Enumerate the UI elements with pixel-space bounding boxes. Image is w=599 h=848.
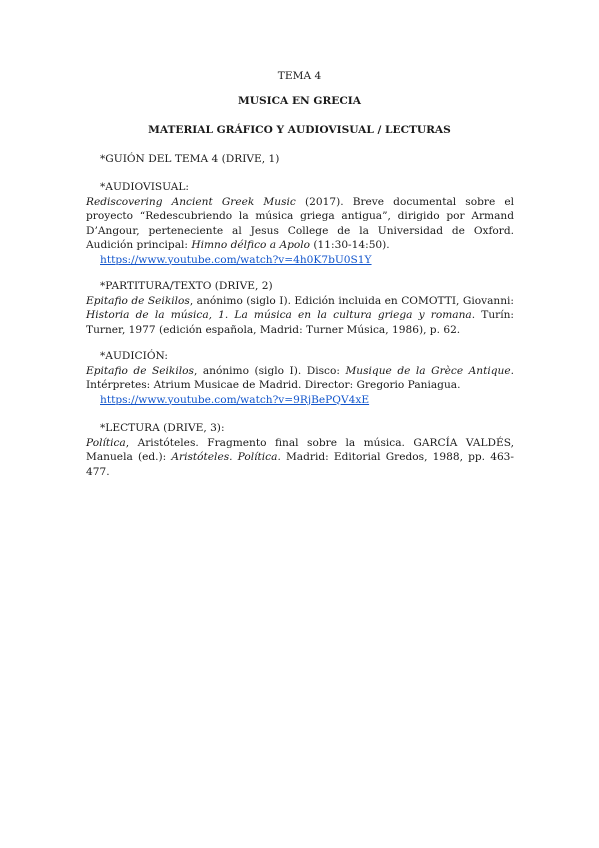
document-subtitle: MATERIAL GRÁFICO Y AUDIOVISUAL / LECTURAS (148, 124, 451, 136)
lectura-text-2: . Madrid: Editorial Gredos, 1988, pp. 463-477. (86, 451, 514, 478)
audicion-disc: Musique de la Grèce Antique (345, 364, 511, 377)
lectura-book-title: Aristóteles. Política (171, 451, 278, 463)
partitura-text-1: , anónimo (siglo I). Edición incluida en COMOTTI, Giovanni: (189, 294, 514, 307)
tema-label: TEMA 4 (277, 70, 322, 82)
audiovisual-work-title: Rediscovering Ancient Greek Music (86, 195, 296, 208)
partitura-description (86, 294, 514, 338)
audiovisual-youtube-link[interactable]: https://www.youtube.com/watch?v=4h0K7bU0S1Y (100, 253, 372, 266)
audicion-text-2: . Intérpretes: Atrium Musicae de Madrid. Director: Gregorio Paniagua. (86, 364, 514, 391)
document-title: MUSICA EN GRECIA (238, 95, 361, 107)
partitura-book-title: Historia de la música, 1. La música en la cultura griega y romana (86, 309, 472, 321)
audiovisual-text-2: (11:30-14:50). (310, 239, 390, 251)
audiovisual-heading: *AUDIOVISUAL: (100, 181, 190, 193)
guion-section (86, 152, 514, 167)
lectura-description (86, 436, 514, 480)
audicion-section (86, 349, 514, 407)
partitura-work-title: Epitafio de Seikilos (86, 294, 190, 307)
audiovisual-piece: Himno délfico a Apolo (191, 239, 311, 251)
audicion-description (86, 364, 514, 393)
partitura-text-2: . Turín: Turner, 1977 (edición española, Madrid: Turner Música, 1986), p. 62. (86, 309, 514, 336)
lectura-section (86, 421, 514, 479)
audicion-work-title: Epitafio de Seikilos (86, 364, 194, 377)
audiovisual-description (86, 195, 514, 253)
lectura-text-1: , Aristóteles. Fragmento final sobre la música. GARCÍA VALDÉS, Manuela (ed.): (86, 436, 514, 463)
audicion-youtube-link[interactable]: https://www.youtube.com/watch?v=9RjBePQV4xE (100, 393, 370, 406)
audiovisual-text-1: (2017). Breve documental sobre el proyecto “Redescubriendo la música griega antigua”, dirigido por Armand D’Angour, perteneciente al Jesus College de la Universidad de Oxford. Audición principal: (86, 195, 515, 251)
audicion-text-1: , anónimo (siglo I). Disco: (193, 364, 346, 377)
audicion-heading: *AUDICIÓN: (100, 350, 168, 362)
partitura-heading: *PARTITURA/TEXTO (DRIVE, 2) (100, 280, 273, 292)
guion-heading: *GUIÓN DEL TEMA 4 (DRIVE, 1) (100, 153, 280, 165)
partitura-section (86, 279, 514, 337)
lectura-heading: *LECTURA (DRIVE, 3): (100, 422, 225, 434)
audiovisual-section (86, 180, 514, 267)
lectura-work-title: Política (86, 436, 126, 449)
